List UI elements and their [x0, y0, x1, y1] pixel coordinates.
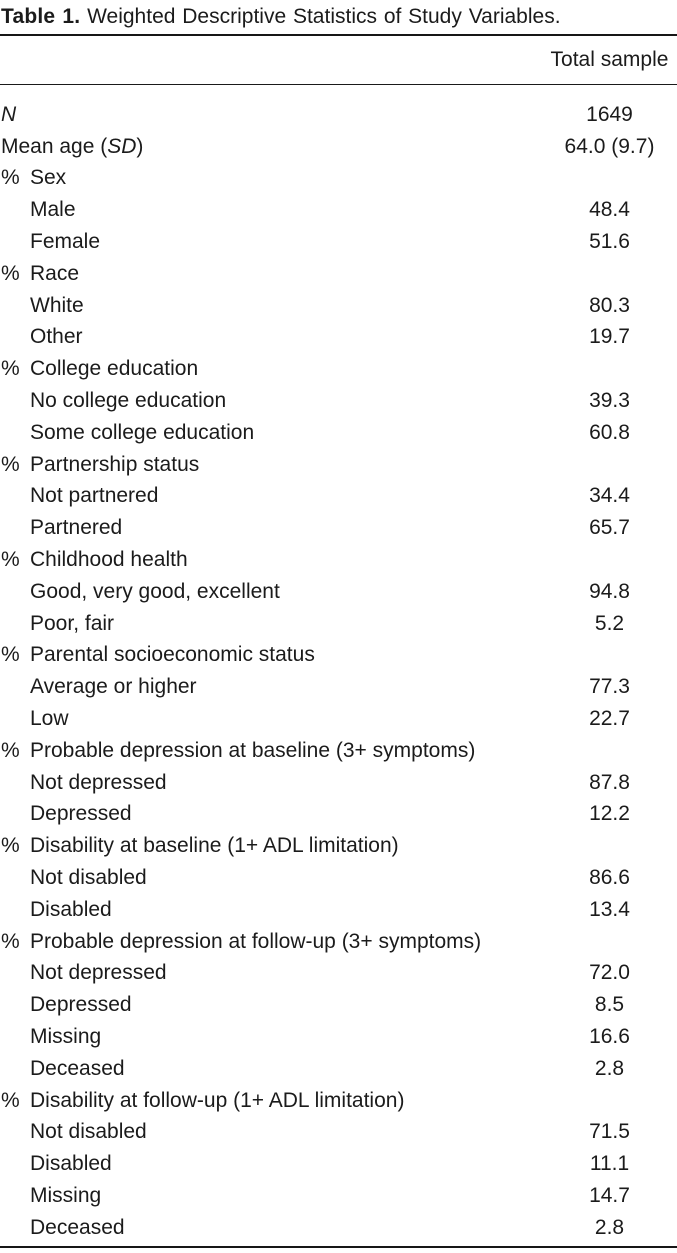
label-text-segment: Not disabled [30, 866, 147, 890]
table-row [0, 163, 677, 195]
table-row [0, 353, 677, 385]
percent-prefix: % [1, 548, 20, 572]
label-text-segment: Partnership status [30, 452, 200, 476]
table-row [0, 417, 677, 449]
table-row [0, 735, 677, 767]
row-label [0, 389, 542, 413]
row-label [0, 1216, 542, 1240]
row-value: 2.8 [594, 1215, 625, 1239]
percent-prefix: % [1, 1088, 20, 1112]
percent-prefix: % [1, 834, 20, 858]
row-value: 71.5 [589, 1120, 630, 1144]
label-text-segment: Probable depression at baseline (3+ symptoms) [30, 738, 476, 762]
table-row [0, 1053, 677, 1085]
row-label [0, 103, 542, 127]
percent-prefix: % [1, 738, 20, 762]
row-label [0, 866, 542, 890]
row-value: 60.8 [589, 420, 630, 444]
row-value: 12.2 [589, 802, 630, 826]
row-label [0, 166, 542, 190]
label-text-segment: Disability at baseline (1+ ADL limitation) [30, 834, 399, 858]
table-row [0, 1021, 677, 1053]
row-label [0, 421, 542, 445]
label-italic-segment: SD [107, 134, 137, 158]
row-value: 1649 [586, 102, 633, 126]
label-text-segment: Not partnered [30, 484, 159, 508]
table-body [0, 85, 677, 1246]
row-label [0, 993, 542, 1017]
table-row [0, 1085, 677, 1117]
label-text-segment: Depressed [30, 993, 132, 1017]
percent-prefix: % [1, 357, 20, 381]
row-value: 86.6 [589, 866, 630, 890]
label-text-segment: Some college education [30, 420, 255, 444]
table-row [0, 385, 677, 417]
label-text-segment: Parental socioeconomic status [30, 643, 315, 667]
row-label [0, 325, 542, 349]
row-label [0, 198, 542, 222]
row-label [0, 357, 542, 381]
row-label [0, 961, 542, 985]
row-label [0, 484, 542, 508]
label-text-segment: Not disabled [30, 1120, 147, 1144]
table-row [0, 99, 677, 131]
row-label [0, 612, 542, 636]
row-label [0, 294, 542, 318]
label-text-segment: Disability at follow-up (1+ ADL limitation) [30, 1088, 405, 1112]
label-text-segment: Not depressed [30, 961, 167, 985]
label-text-segment: Average or higher [30, 675, 197, 699]
statistics-table [0, 34, 677, 1248]
row-value: 48.4 [589, 198, 630, 222]
row-value: 80.3 [589, 293, 630, 317]
row-label [0, 739, 542, 763]
table-row [0, 1180, 677, 1212]
table-row [0, 1148, 677, 1180]
table-row [0, 131, 677, 163]
table-row [0, 290, 677, 322]
row-value: 11.1 [589, 1152, 630, 1176]
table-row [0, 958, 677, 990]
table-row [0, 608, 677, 640]
table-row [0, 226, 677, 258]
percent-prefix: % [1, 929, 20, 953]
table-row [0, 767, 677, 799]
row-label [0, 1025, 542, 1049]
label-text-segment: Mean age ( [1, 134, 108, 158]
table-header-row [0, 36, 677, 85]
row-label [0, 834, 542, 858]
row-value: 2.8 [594, 1056, 625, 1080]
percent-prefix: % [1, 261, 20, 285]
row-label [0, 548, 542, 572]
row-label [0, 580, 542, 604]
row-value: 5.2 [594, 611, 625, 635]
row-value: 64.0 (9.7) [564, 134, 655, 158]
row-value: 65.7 [589, 516, 630, 540]
table-row [0, 1212, 677, 1244]
row-label [0, 1057, 542, 1081]
row-label [0, 1184, 542, 1208]
table-title [0, 0, 677, 31]
table-row [0, 894, 677, 926]
label-text-segment: Male [30, 198, 76, 222]
row-value: 13.4 [589, 897, 630, 921]
table-row [0, 1117, 677, 1149]
label-text-segment: Poor, fair [30, 611, 115, 635]
percent-prefix: % [1, 166, 20, 190]
row-value: 34.4 [589, 484, 630, 508]
label-text-segment: Disabled [30, 897, 112, 921]
row-label [0, 1089, 542, 1113]
percent-prefix: % [1, 643, 20, 667]
table-row [0, 544, 677, 576]
table-row [0, 830, 677, 862]
column-header-total-sample: Total sample [550, 48, 669, 71]
table-row [0, 703, 677, 735]
label-text-segment: No college education [30, 389, 227, 413]
row-label [0, 516, 542, 540]
row-label [0, 643, 542, 667]
label-text-segment: Not depressed [30, 770, 167, 794]
table-row [0, 481, 677, 513]
row-label [0, 1120, 542, 1144]
row-label [0, 135, 542, 159]
row-label [0, 453, 542, 477]
table-number-label: Table 1. [1, 5, 81, 28]
row-label [0, 898, 542, 922]
label-text-segment: Good, very good, excellent [30, 579, 280, 603]
table-row [0, 194, 677, 226]
label-text-segment: ) [136, 134, 144, 158]
label-text-segment: Female [30, 230, 101, 254]
table-row [0, 576, 677, 608]
table-row [0, 926, 677, 958]
table-row [0, 862, 677, 894]
row-value: 8.5 [594, 993, 625, 1017]
row-value: 72.0 [589, 961, 630, 985]
row-label [0, 930, 542, 954]
row-label [0, 230, 542, 254]
label-text-segment: White [30, 293, 84, 317]
label-text-segment: Missing [30, 1025, 102, 1048]
row-label [0, 1152, 542, 1176]
label-text-segment: Childhood health [30, 548, 188, 572]
row-label [0, 707, 542, 731]
label-text-segment: Missing [30, 1183, 102, 1207]
label-text-segment: College education [30, 357, 199, 381]
row-value: 39.3 [589, 389, 630, 413]
percent-prefix: % [1, 452, 20, 476]
table-row [0, 989, 677, 1021]
table-row [0, 512, 677, 544]
row-value: 87.8 [589, 770, 630, 794]
table-row [0, 640, 677, 672]
label-text-segment: Disabled [30, 1152, 112, 1176]
row-value: 51.6 [589, 230, 630, 254]
row-value: 19.7 [589, 325, 630, 349]
row-label [0, 771, 542, 795]
label-text-segment: Deceased [30, 1215, 125, 1239]
row-value: 14.7 [589, 1183, 630, 1207]
label-text-segment: Deceased [30, 1056, 125, 1080]
row-value: 94.8 [589, 579, 630, 603]
label-text-segment: Low [30, 707, 69, 731]
table-row [0, 258, 677, 290]
label-text-segment: Probable depression at follow-up (3+ symptoms) [30, 929, 482, 953]
table-row [0, 671, 677, 703]
table-row [0, 799, 677, 831]
label-text-segment: Depressed [30, 802, 132, 826]
table-row [0, 449, 677, 481]
row-value: 22.7 [589, 707, 630, 731]
label-text-segment: Other [30, 325, 83, 349]
label-text-segment: Sex [30, 166, 67, 190]
label-text-segment: Race [30, 261, 80, 285]
table-caption: Weighted Descriptive Statistics of Study Variables. [87, 5, 561, 28]
row-label [0, 675, 542, 699]
row-value: 77.3 [589, 675, 630, 699]
row-value: 16.6 [589, 1025, 630, 1048]
label-text-segment: Partnered [30, 516, 123, 540]
label-italic-segment: N [1, 102, 17, 126]
table-row [0, 322, 677, 354]
row-label [0, 262, 542, 286]
row-label [0, 802, 542, 826]
